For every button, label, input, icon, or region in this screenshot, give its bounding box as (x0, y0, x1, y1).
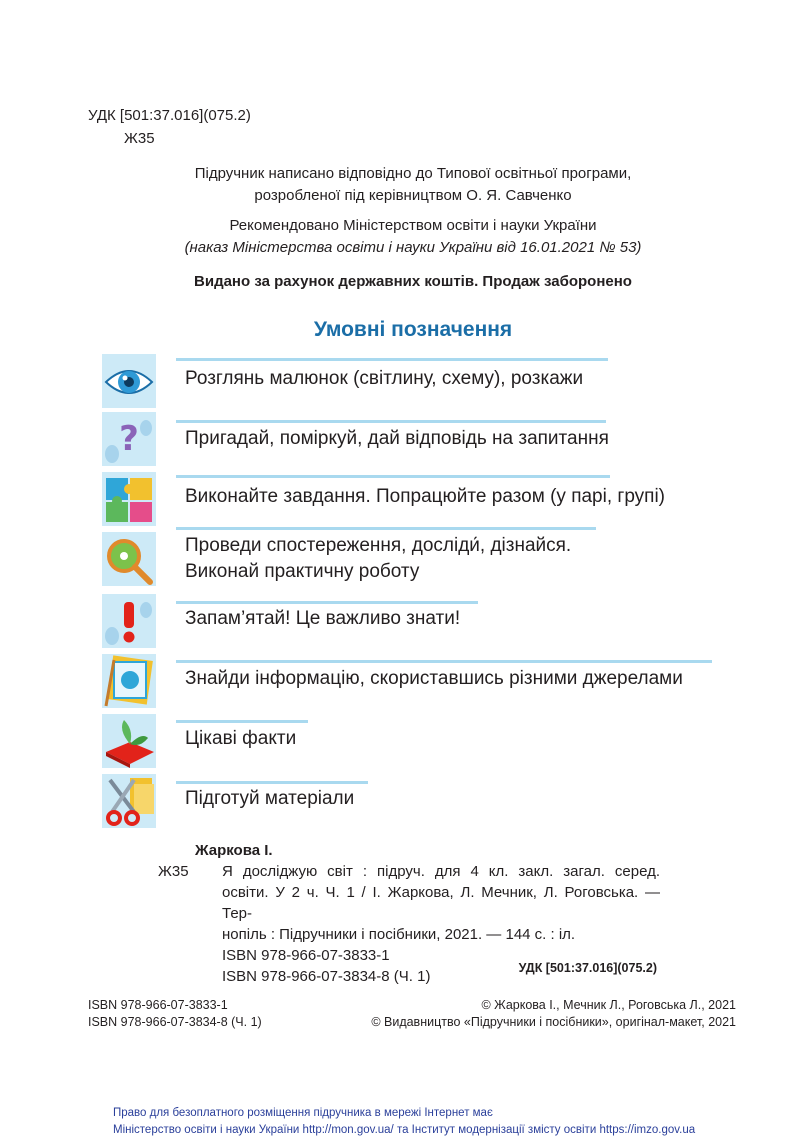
footer-isbn-2: ISBN 978-966-07-3834-8 (Ч. 1) (88, 1015, 262, 1029)
biblio-isbn-2: ISBN 978-966-07-3834-8 (Ч. 1) (222, 968, 431, 985)
scissors-icon (100, 772, 158, 830)
biblio-udk: УДК [501:37.016](075.2) (518, 961, 657, 975)
exclamation-icon (100, 592, 158, 650)
legend-text-sources: Знайди інформацію, скориставшись різними джерелами (185, 668, 683, 689)
plant-book-icon (100, 712, 158, 770)
legend-text-task: Виконайте завдання. Попрацюйте разом (у парі, групі) (185, 486, 666, 507)
footer-isbn-1: ISBN 978-966-07-3833-1 (88, 998, 228, 1012)
rights-line-2: Міністерство освіти і науки України http://mon.gov.ua/ та Інститут модернізації змісту освіти https://imzo.gov.ua (113, 1124, 696, 1136)
magnifier-icon (100, 530, 158, 588)
legend-text-observe-1: Проведи спостереження, досліди́, дізнайся. (185, 535, 572, 556)
eye-icon (100, 352, 158, 410)
copyright-publisher: © Видавництво «Підручники і посібники», оригінал-макет, 2021 (371, 1015, 736, 1029)
legend-item-think (100, 410, 740, 470)
rights-line-1: Право для безоплатного розміщення підручника в мережі Інтернет має (113, 1107, 493, 1119)
funding-note: Видано за рахунок державних коштів. Продаж заборонено (194, 273, 632, 290)
index-code: Ж35 (124, 130, 155, 147)
recommended-line-2: (наказ Міністерства освіти і науки України від 16.01.2021 № 53) (184, 239, 642, 256)
legend-item-sources (100, 652, 740, 710)
legend-item-remember (100, 592, 740, 650)
udk-header (88, 104, 251, 150)
recommended-line-1: Рекомендовано Міністерством освіти і науки України (229, 217, 597, 234)
footer-copyright (371, 997, 736, 1031)
puzzle-icon (100, 470, 158, 528)
program-note (0, 163, 800, 207)
program-line-1: Підручник написано відповідно до Типової освітньої програми, (194, 165, 632, 182)
biblio-line-3: нопіль : Підручники і посібники, 2021. — 144 с. : іл. (222, 926, 576, 943)
footer-isbn (88, 997, 262, 1031)
legend-item-facts (100, 712, 740, 770)
biblio-author: Жаркова І. (195, 842, 273, 859)
legend-item-task (100, 470, 740, 530)
legend-title: Умовні позначення (313, 318, 513, 341)
question-icon (100, 410, 158, 468)
legend-text-observe-2: Виконай практичну роботу (185, 561, 420, 582)
udk-code: УДК [501:37.016](075.2) (88, 107, 251, 124)
book-source-icon (100, 652, 158, 710)
legend-item-look (100, 352, 740, 412)
svg-text:?: ? (119, 419, 139, 459)
legend-item-materials (100, 772, 740, 830)
biblio-code: Ж35 (158, 863, 189, 880)
rights-notice (113, 1105, 695, 1139)
recommendation-note (0, 215, 800, 259)
legend-text-remember: Запам’ятай! Це важливо знати! (185, 608, 461, 629)
copyright-authors: © Жаркова І., Мечник Л., Роговська Л., 2021 (481, 998, 736, 1012)
biblio-isbn-1: ISBN 978-966-07-3833-1 (222, 947, 390, 964)
biblio-line-2: освіти. У 2 ч. Ч. 1 / І. Жаркова, Л. Мечник, Л. Роговська. — Тер- (222, 884, 660, 922)
legend-item-observe (100, 530, 740, 592)
biblio-line-1: Я досліджую світ : підруч. для 4 кл. закл. загал. серед. (222, 863, 660, 880)
program-line-2: розробленої під керівництвом О. Я. Савченко (254, 187, 572, 204)
legend-text-materials: Підготуй матеріали (185, 788, 355, 809)
legend-text-facts: Цікаві факти (185, 728, 297, 749)
legend-text-think: Пригадай, поміркуй, дай відповідь на запитання (185, 428, 609, 449)
legend-text-look: Розглянь малюнок (світлину, схему), розкажи (185, 368, 584, 389)
